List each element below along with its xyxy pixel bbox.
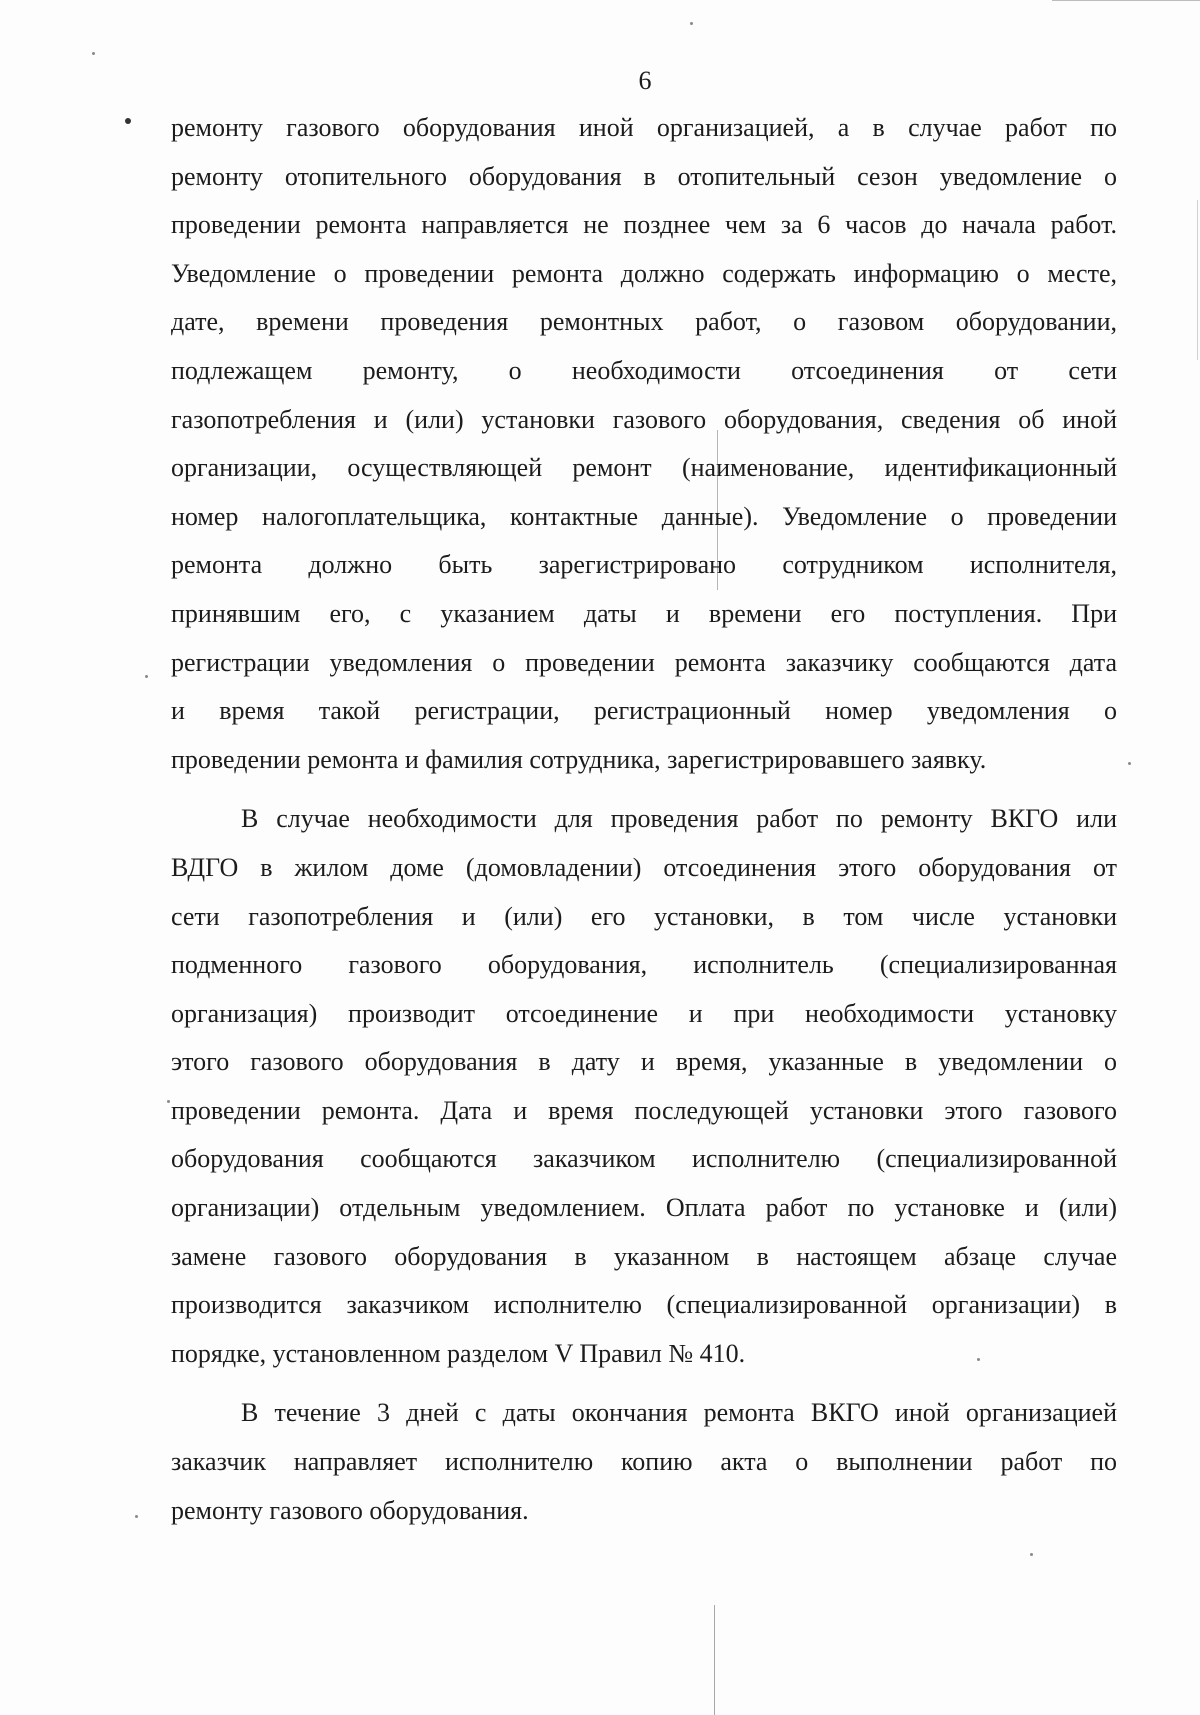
text-line: организация) производит отсоединение и при необходимости установку xyxy=(171,998,1117,1028)
text-line: замене газового оборудования в указанном в настоящем абзаце случае xyxy=(171,1241,1117,1271)
text-line: Уведомление о проведении ремонта должно содержать информацию о месте, xyxy=(171,258,1117,288)
paragraph xyxy=(171,104,1117,784)
scan-line-right-edge xyxy=(1197,200,1198,360)
text-line-indented: В случае необходимости для проведения работ по ремонту ВКГО или xyxy=(241,804,1117,834)
text-line: проведении ремонта и фамилия сотрудника, зарегистрировавшего заявку. xyxy=(171,744,987,774)
scan-line-top-right xyxy=(1052,0,1200,1)
scan-dot xyxy=(135,1515,138,1518)
text-line: проведении ремонта направляется не позднее чем за 6 часов до начала работ. xyxy=(171,210,1117,240)
scan-dot xyxy=(690,22,693,25)
text-line: оборудования сообщаются заказчиком исполнителю (специализированной xyxy=(171,1144,1117,1174)
text-line: газопотребления и (или) установки газового оборудования, сведения об иной xyxy=(171,404,1117,434)
text-line: и время такой регистрации, регистрационный номер уведомления о xyxy=(171,696,1117,726)
scan-dot xyxy=(125,118,131,124)
scan-line-center-bottom xyxy=(714,1605,715,1715)
scan-dot xyxy=(167,1100,170,1103)
scan-dot xyxy=(1030,1553,1033,1556)
text-line: ремонту отопительного оборудования в отопительный сезон уведомление о xyxy=(171,161,1117,191)
text-line: сети газопотребления и (или) его установки, в том числе установки xyxy=(171,901,1117,931)
text-line: организации, осуществляющей ремонт (наименование, идентификационный xyxy=(171,453,1117,483)
text-line: номер налогоплательщика, контактные данные). Уведомление о проведении xyxy=(171,501,1117,531)
text-line: ВДГО в жилом доме (домовладении) отсоединения этого оборудования от xyxy=(171,852,1117,882)
text-line: дате, времени проведения ремонтных работ, о газовом оборудовании, xyxy=(171,307,1117,337)
text-line: ремонту газового оборудования иной организацией, а в случае работ по xyxy=(171,113,1117,142)
text-line: проведении ремонта. Дата и время последующей установки этого газового xyxy=(171,1095,1117,1125)
text-line: ремонта должно быть зарегистрировано сотрудником исполнителя, xyxy=(171,550,1117,580)
text-line: порядке, установленном разделом V Правил № 410. xyxy=(171,1338,746,1368)
scan-dot xyxy=(1128,762,1131,765)
text-line-indented: В течение 3 дней с даты окончания ремонта ВКГО иной организацией xyxy=(241,1398,1117,1428)
text-line: организации) отдельным уведомлением. Оплата работ по установке и (или) xyxy=(171,1193,1117,1223)
page-number: 6 xyxy=(638,66,652,95)
text-line: подменного газового оборудования, исполнитель (специализированная xyxy=(171,950,1117,980)
text-line: заказчик направляет исполнителю копию акта о выполнении работ по xyxy=(171,1447,1117,1477)
document-body xyxy=(171,104,1117,1535)
text-line: принявшим его, с указанием даты и времени его поступления. При xyxy=(171,598,1117,628)
paragraph xyxy=(171,1389,1117,1535)
text-line: регистрации уведомления о проведении ремонта заказчику сообщаются дата xyxy=(171,647,1117,677)
text-line: подлежащем ремонту, о необходимости отсоединения от сети xyxy=(171,355,1117,385)
scan-dot xyxy=(92,52,95,55)
scan-dot xyxy=(145,675,148,678)
paragraph xyxy=(171,795,1117,1378)
text-line: производится заказчиком исполнителю (специализированной организации) в xyxy=(171,1290,1117,1320)
text-line: этого газового оборудования в дату и время, указанные в уведомлении о xyxy=(171,1047,1117,1077)
text-line: ремонту газового оборудования. xyxy=(171,1495,529,1525)
